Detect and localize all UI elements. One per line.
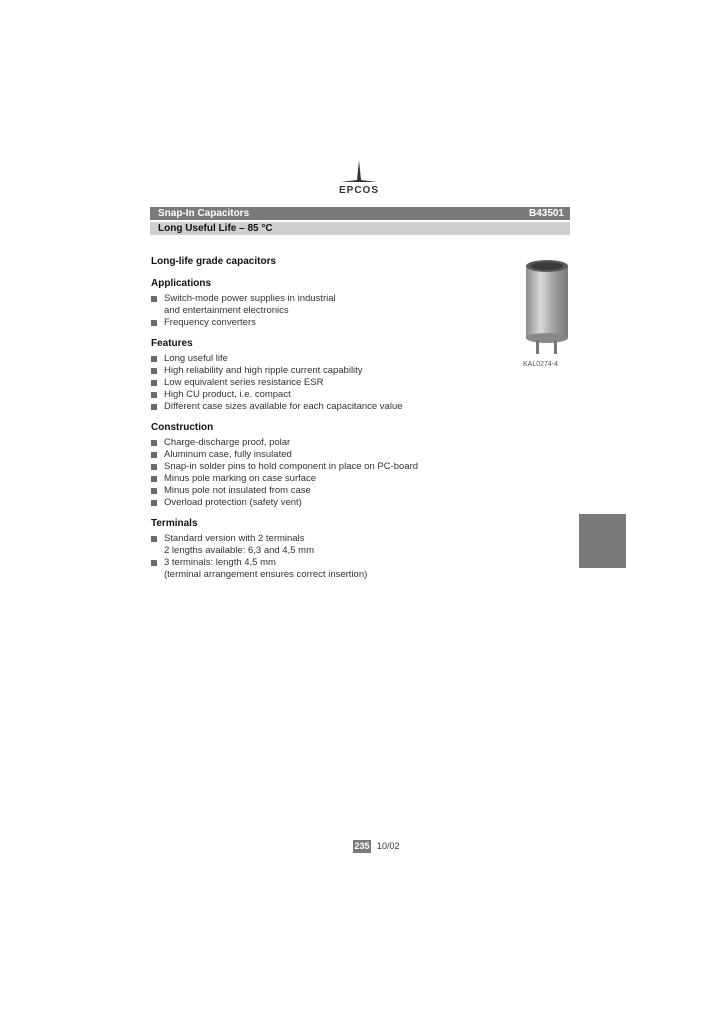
bullet-icon: [151, 500, 157, 506]
section-tab-marker: [579, 514, 626, 568]
list-item: Low equivalent series resistance ESR: [151, 377, 521, 389]
bullet-icon: [151, 452, 157, 458]
bullet-icon: [151, 320, 157, 326]
bullet-icon: [151, 488, 157, 494]
logo-text: EPCOS: [338, 185, 379, 196]
list-item: Charge-discharge proof, polar: [151, 437, 521, 449]
capacitor-icon: [522, 258, 572, 358]
main-content: [151, 256, 521, 590]
list-item: Switch-mode power supplies in industrial and entertainment electronics: [151, 293, 521, 317]
issue-date: 10/02: [377, 841, 400, 851]
list-item: 3 terminals: length 4,5 mm (terminal arrangement ensures correct insertion): [151, 557, 521, 581]
capacitor-photo: [522, 258, 572, 358]
section-applications: [151, 278, 521, 329]
lead-heading: Long-life grade capacitors: [151, 256, 277, 267]
page-number: 235: [354, 841, 370, 851]
list-item: High CU product, i.e. compact: [151, 389, 521, 401]
bullet-icon: [151, 368, 157, 374]
list-item: Long useful life: [151, 353, 521, 365]
list-item: Standard version with 2 terminals 2 lengths available: 6,3 and 4,5 mm: [151, 533, 521, 557]
list-item: Aluminum case, fully insulated: [151, 449, 521, 461]
bullet-icon: [151, 536, 157, 542]
bullet-icon: [151, 404, 157, 410]
list-item: Overload protection (safety vent): [151, 497, 521, 509]
product-title: Snap-In Capacitors: [158, 208, 250, 219]
bullet-icon: [151, 380, 157, 386]
image-caption: KAL0274-4: [523, 361, 559, 368]
section-title: Terminals: [151, 518, 198, 529]
bullet-icon: [151, 356, 157, 362]
bullet-icon: [151, 296, 157, 302]
part-number: B43501: [528, 208, 564, 219]
epcos-logo-icon: [339, 158, 379, 184]
bullet-icon: [151, 464, 157, 470]
epcos-logo: [333, 158, 385, 200]
bullet-icon: [151, 440, 157, 446]
subtitle-bar: [150, 222, 570, 235]
list-item: Minus pole not insulated from case: [151, 485, 521, 497]
section-title: Construction: [151, 422, 214, 433]
list-item: Minus pole marking on case surface: [151, 473, 521, 485]
product-subtitle: Long Useful Life – 85 °C: [158, 223, 273, 234]
section-construction: [151, 422, 521, 509]
section-features: [151, 338, 521, 413]
bullet-icon: [151, 392, 157, 398]
section-title: Applications: [151, 278, 212, 289]
list-item: Snap-in solder pins to hold component in place on PC-board: [151, 461, 521, 473]
list-item: Frequency converters: [151, 317, 521, 329]
section-terminals: [151, 518, 521, 581]
list-item: High reliability and high ripple current capability: [151, 365, 521, 377]
bullet-icon: [151, 476, 157, 482]
section-title: Features: [151, 338, 193, 349]
header-bar: [150, 207, 570, 220]
list-item: Different case sizes available for each capacitance value: [151, 401, 521, 413]
bullet-icon: [151, 560, 157, 566]
